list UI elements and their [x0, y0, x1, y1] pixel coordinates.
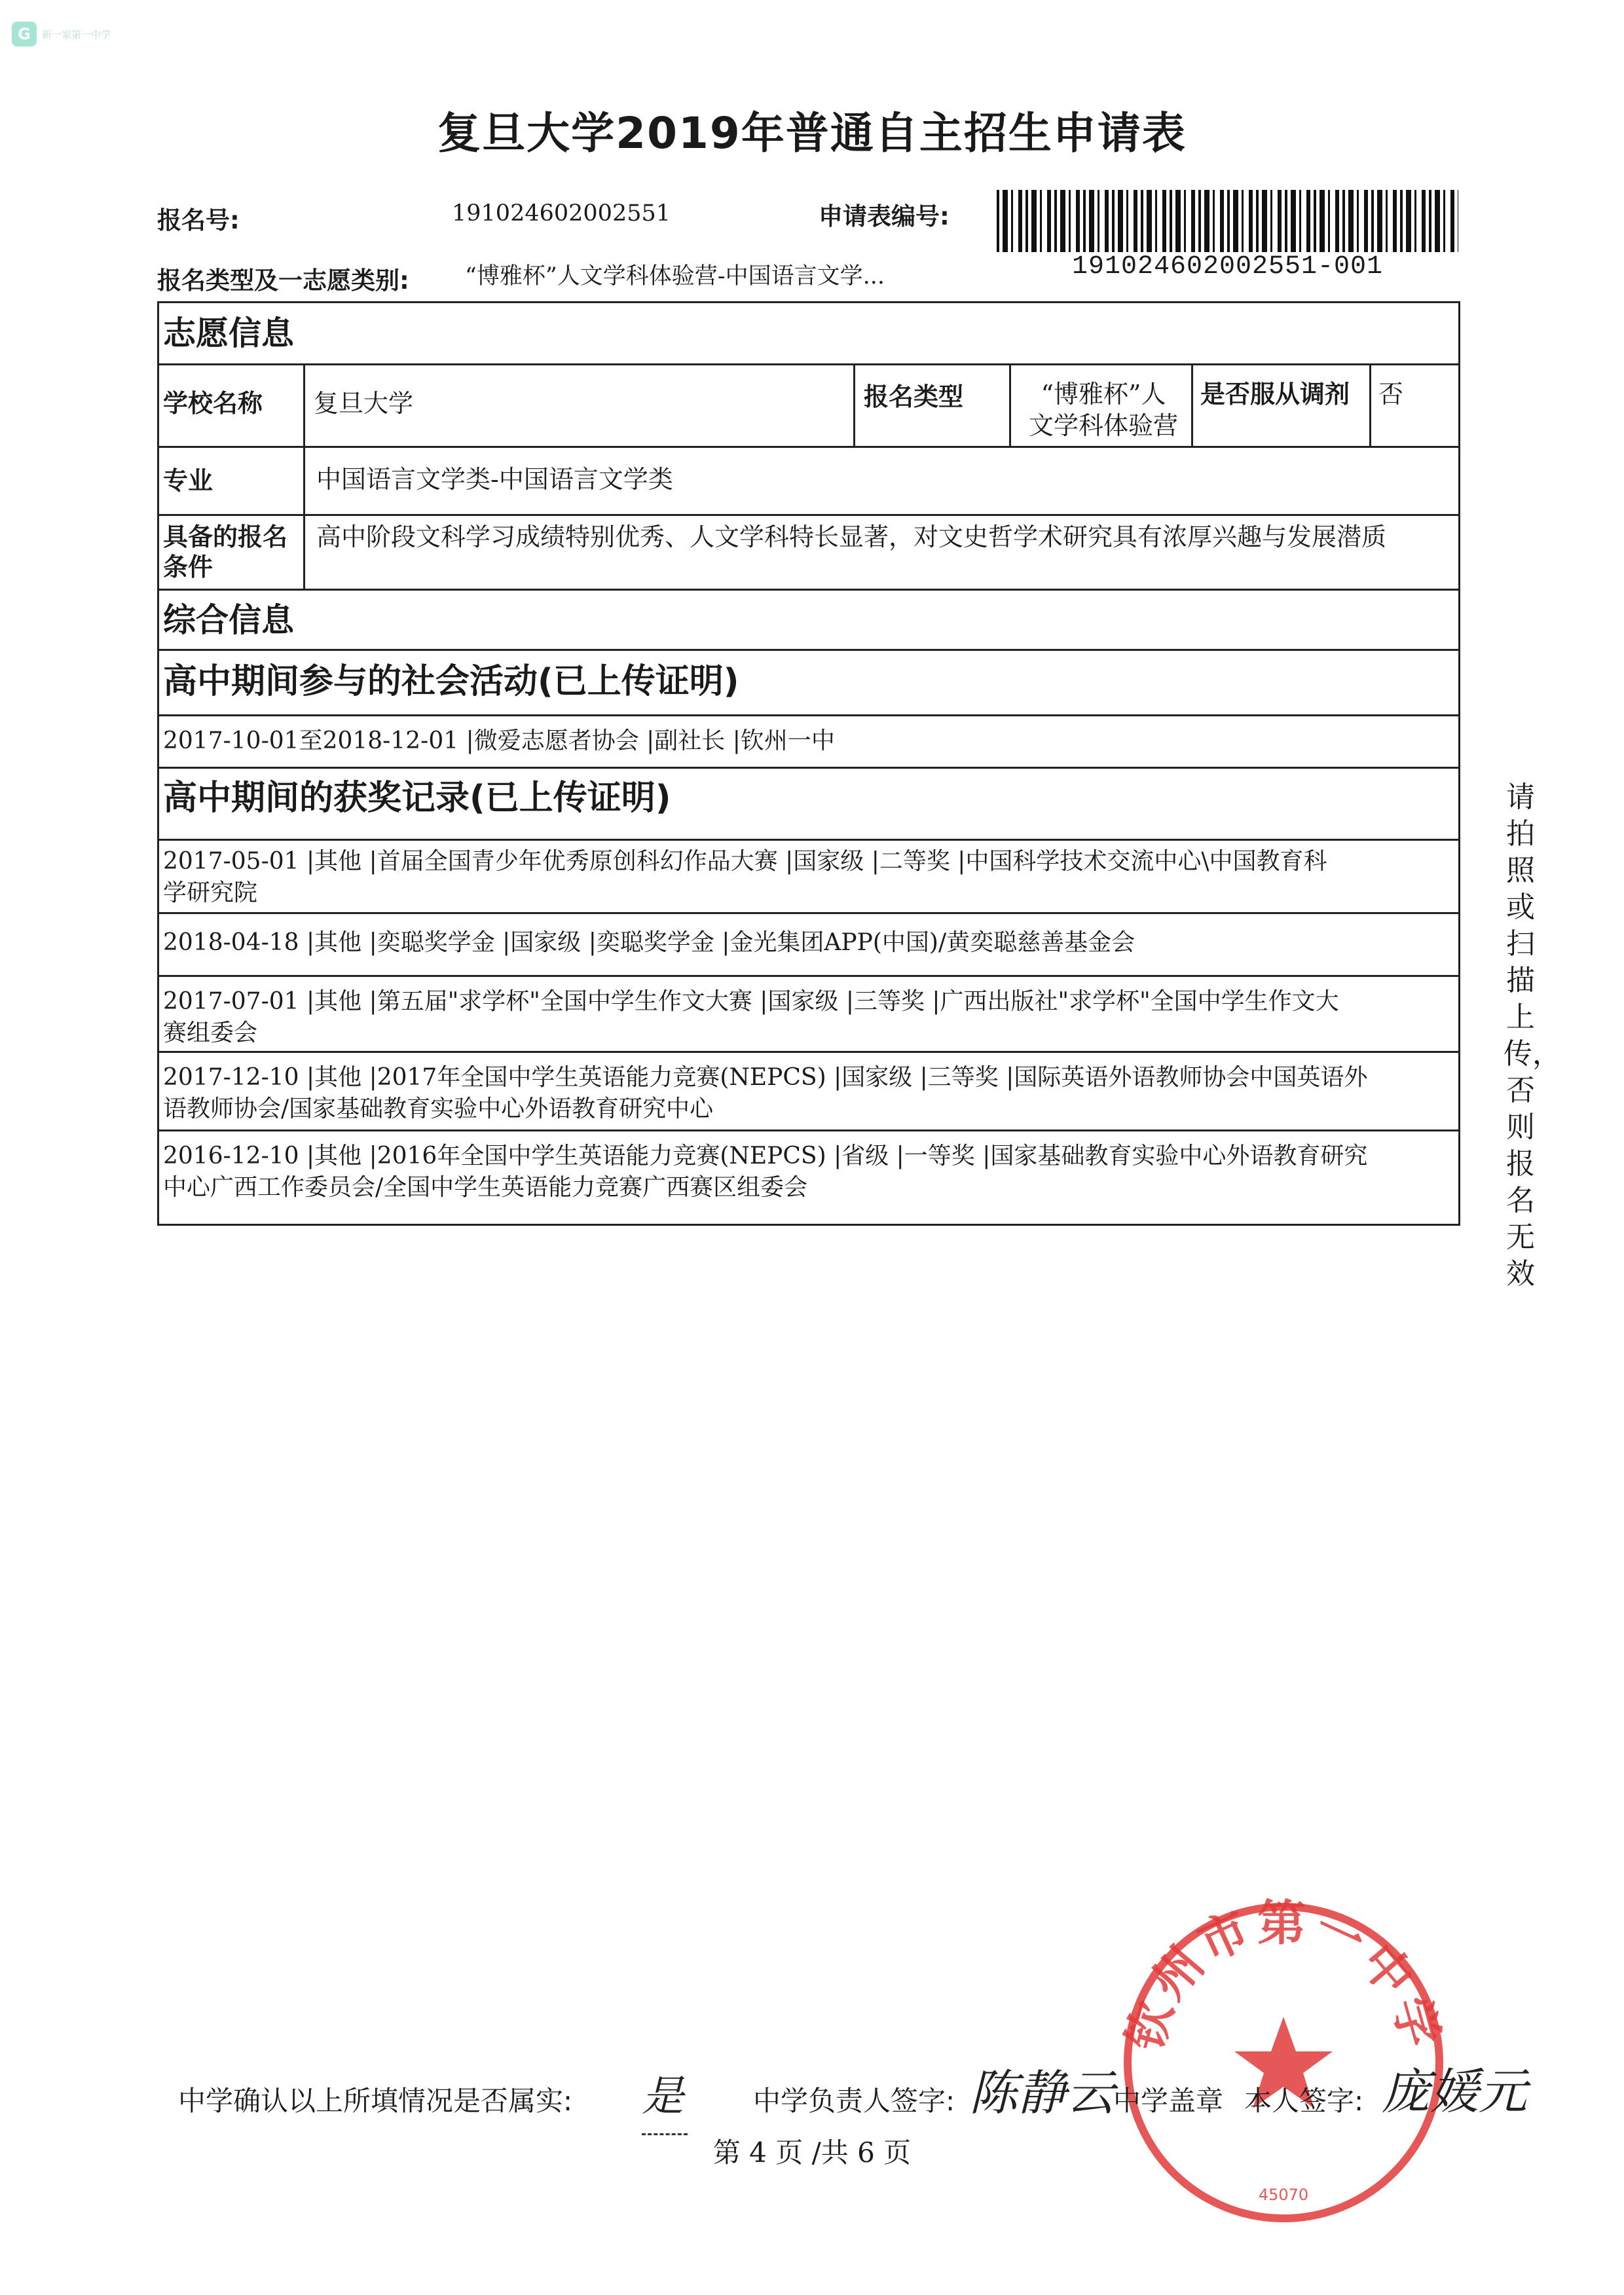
logo-text: 新一家第一中学 — [42, 28, 111, 41]
reg-no-label: 报名号: — [157, 206, 240, 234]
barcode — [997, 190, 1458, 252]
social-item: 2017-10-01至2018-12-01 |微爱志愿者协会 |副社长 |钦州一中 — [163, 727, 835, 754]
adjust-label: 是否服从调剂 — [1200, 380, 1350, 409]
major-label: 专业 — [163, 466, 213, 495]
side-note: 请拍照或扫描上传，否则报名无效 — [1504, 780, 1561, 1291]
watermark-logo — [12, 20, 162, 48]
conditions-label-2: 条件 — [163, 553, 213, 581]
award-item-1-line1: 2017-05-01 |其他 |首届全国青少年优秀原创科幻作品大赛 |国家级 |二等奖 |中国科学技术交流中心\中国教育科 — [163, 848, 1327, 875]
section-zhiyuan: 志愿信息 — [163, 314, 294, 352]
award-title: 高中期间的获奖记录(已上传证明) — [163, 779, 671, 818]
award-item-4-line2: 语教师协会/国家基础教育实验中心外语教育研究中心 — [163, 1095, 714, 1122]
reg-type-value-2: 文学科体验营 — [1028, 411, 1178, 440]
conditions-value: 高中阶段文科学习成绩特别优秀、人文学科特长显著，对文史哲学术研究具有浓厚兴趣与发展潜质 — [316, 523, 1387, 551]
seal-text: 钦州市第一中学 — [1116, 1895, 1450, 2057]
award-item-5-line1: 2016-12-10 |其他 |2016年全国中学生英语能力竞赛(NEPCS) |省级 |一等奖 |国家基础教育实验中心外语教育研究 — [163, 1143, 1368, 1169]
confirm-signature: 是 — [642, 2072, 684, 2121]
award-item-2-line1: 2018-04-18 |其他 |奕聪奖学金 |国家级 |奕聪奖学金 |金光集团APP(中国)/黄奕聪慈善基金会 — [163, 929, 1135, 956]
barcode-number: 191024602002551-001 — [1071, 252, 1384, 282]
page-number: 第 4 页 /共 6 页 — [712, 2137, 912, 2169]
reg-type-value-1: “博雅杯”人 — [1041, 380, 1166, 409]
type-label: 报名类型及一志愿类别: — [157, 266, 409, 295]
confirm-label: 中学确认以上所填情况是否属实: — [178, 2085, 573, 2117]
school-value: 复旦大学 — [314, 389, 414, 418]
reg-no-value: 191024602002551 — [452, 200, 671, 227]
type-value: “博雅杯”人文学科体验营-中国语言文学... — [465, 263, 885, 289]
seal-label: 中学盖章 — [1113, 2085, 1224, 2117]
app-no-label: 申请表编号: — [819, 202, 950, 230]
major-value: 中国语言文学类-中国语言文学类 — [316, 465, 673, 494]
reg-type-label: 报名类型 — [864, 382, 964, 411]
principal-signature: 陈静云 — [969, 2065, 1115, 2121]
section-zonghe: 综合信息 — [163, 601, 294, 639]
conditions-label-1: 具备的报名 — [163, 523, 288, 551]
seal-code: 45070 — [1258, 2186, 1309, 2204]
social-title: 高中期间参与的社会活动(已上传证明) — [163, 662, 739, 701]
adjust-value: 否 — [1378, 380, 1404, 409]
award-item-1-line2: 学研究院 — [163, 879, 258, 906]
principal-label: 中学负责人签字: — [753, 2085, 955, 2117]
self-signature: 庞媛元 — [1382, 2064, 1527, 2120]
logo-icon: G — [12, 22, 37, 46]
self-sign-label: 本人签字: — [1244, 2085, 1364, 2117]
award-item-4-line1: 2017-12-10 |其他 |2017年全国中学生英语能力竞赛(NEPCS) |国家级 |三等奖 |国际英语外语教师协会中国英语外 — [163, 1064, 1368, 1091]
award-item-3-line1: 2017-07-01 |其他 |第五届"求学杯"全国中学生作文大赛 |国家级 |三等奖 |广西出版社"求学杯"全国中学生作文大 — [163, 988, 1339, 1015]
award-item-5-line2: 中心广西工作委员会/全国中学生英语能力竞赛广西赛区组委会 — [163, 1174, 808, 1201]
school-label: 学校名称 — [163, 389, 263, 418]
page-title: 复旦大学2019年普通自主招生申请表 — [437, 108, 1187, 158]
award-item-3-line2: 赛组委会 — [163, 1019, 258, 1046]
application-form — [157, 301, 1460, 1226]
